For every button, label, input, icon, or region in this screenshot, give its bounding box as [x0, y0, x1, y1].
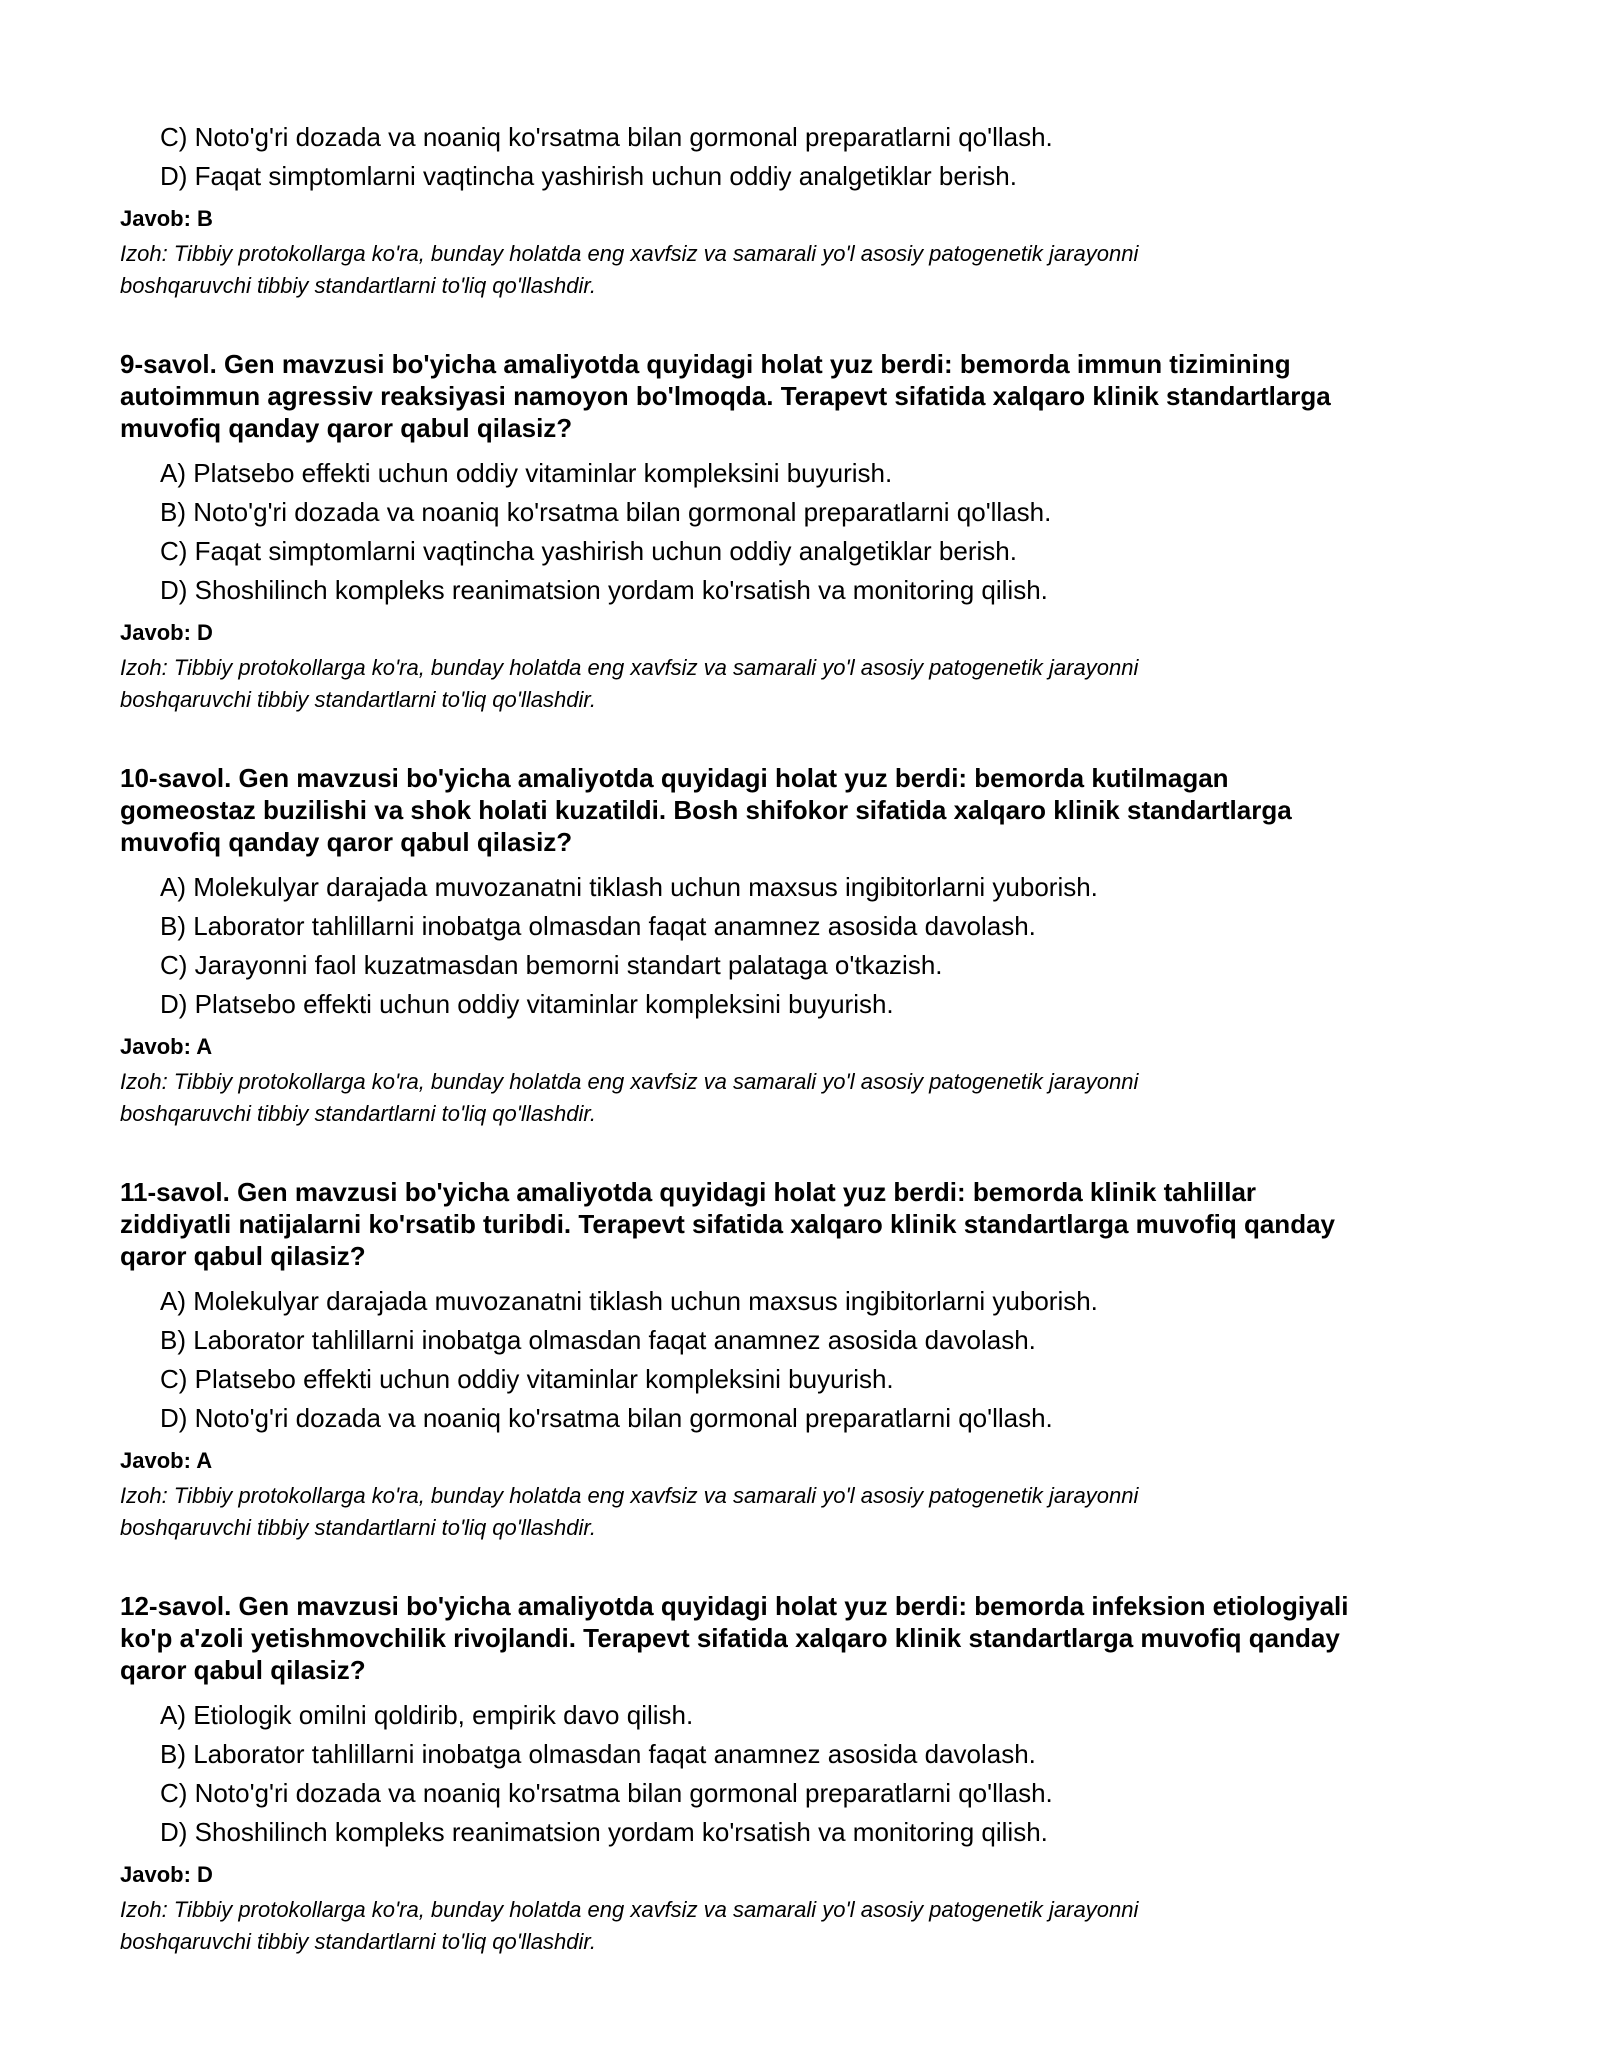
question-9: [120, 348, 1500, 716]
lead-question-fragment: [120, 118, 1500, 302]
explanation: [120, 652, 1500, 716]
option-b: B) Noto'g'ri dozada va noaniq ko'rsatma bilan gormonal preparatlarni qo'llash.: [160, 497, 1052, 527]
explanation-line: Izoh: Tibbiy protokollarga ko'ra, bunday holatda eng xavfsiz va samarali yo'l asosiy patogenetik jarayonni: [120, 655, 1139, 680]
answer-label: Javob: D: [120, 1862, 213, 1887]
explanation-line: Izoh: Tibbiy protokollarga ko'ra, bunday holatda eng xavfsiz va samarali yo'l asosiy patogenetik jarayonni: [120, 1069, 1139, 1094]
explanation: [120, 1066, 1500, 1130]
option-a: A) Etiologik omilni qoldirib, empirik davo qilish.: [160, 1700, 694, 1730]
option-d: D) Platsebo effekti uchun oddiy vitaminlar kompleksini buyurish.: [160, 989, 894, 1019]
explanation-line: boshqaruvchi tibbiy standartlarni to'liq qo'llashdir.: [120, 273, 596, 298]
answer-label: Javob: D: [120, 620, 213, 645]
question-title: [120, 1176, 1500, 1272]
question-title-line: 10-savol. Gen mavzusi bo'yicha amaliyotda quyidagi holat yuz berdi: bemorda kutilmagan: [120, 763, 1229, 793]
question-title-line: muvofiq qanday qaror qabul qilasiz?: [120, 413, 573, 443]
document-page: [120, 118, 1500, 1958]
explanation-line: Izoh: Tibbiy protokollarga ko'ra, bunday holatda eng xavfsiz va samarali yo'l asosiy patogenetik jarayonni: [120, 241, 1139, 266]
explanation-line: Izoh: Tibbiy protokollarga ko'ra, bunday holatda eng xavfsiz va samarali yo'l asosiy patogenetik jarayonni: [120, 1483, 1139, 1508]
question-title-line: muvofiq qanday qaror qabul qilasiz?: [120, 827, 573, 857]
option-b: B) Laborator tahlillarni inobatga olmasdan faqat anamnez asosida davolash.: [160, 1739, 1036, 1769]
option-c: C) Platsebo effekti uchun oddiy vitaminlar kompleksini buyurish.: [160, 1364, 894, 1394]
option-a: A) Molekulyar darajada muvozanatni tiklash uchun maxsus ingibitorlarni yuborish.: [160, 872, 1098, 902]
option-d: D) Shoshilinch kompleks reanimatsion yordam ko'rsatish va monitoring qilish.: [160, 575, 1048, 605]
explanation: [120, 1894, 1500, 1958]
answer-label: Javob: A: [120, 1448, 213, 1473]
option-a: A) Molekulyar darajada muvozanatni tiklash uchun maxsus ingibitorlarni yuborish.: [160, 1286, 1098, 1316]
option-list: [120, 868, 1500, 1024]
option-b: B) Laborator tahlillarni inobatga olmasdan faqat anamnez asosida davolash.: [160, 911, 1036, 941]
option-c: C) Jarayonni faol kuzatmasdan bemorni standart palataga o'tkazish.: [160, 950, 943, 980]
option-list: [120, 118, 1500, 196]
question-title-line: 12-savol. Gen mavzusi bo'yicha amaliyotda quyidagi holat yuz berdi: bemorda infeksion etiologiyali: [120, 1591, 1349, 1621]
option-c: C) Faqat simptomlarni vaqtincha yashirish uchun oddiy analgetiklar berish.: [160, 536, 1017, 566]
option-a: A) Platsebo effekti uchun oddiy vitaminlar kompleksini buyurish.: [160, 458, 893, 488]
explanation: [120, 1480, 1500, 1544]
option-d: D) Faqat simptomlarni vaqtincha yashirish uchun oddiy analgetiklar berish.: [160, 161, 1017, 191]
question-title: [120, 762, 1500, 858]
option-d: D) Noto'g'ri dozada va noaniq ko'rsatma bilan gormonal preparatlarni qo'llash.: [160, 1403, 1053, 1433]
question-title-line: ko'p a'zoli yetishmovchilik rivojlandi. Terapevt sifatida xalqaro klinik standartlarga muvofiq qanday: [120, 1623, 1340, 1653]
explanation-line: boshqaruvchi tibbiy standartlarni to'liq qo'llashdir.: [120, 1101, 596, 1126]
option-c: C) Noto'g'ri dozada va noaniq ko'rsatma bilan gormonal preparatlarni qo'llash.: [160, 122, 1053, 152]
question-title-line: ziddiyatli natijalarni ko'rsatib turibdi. Terapevt sifatida xalqaro klinik standartlarga muvofiq qanday: [120, 1209, 1335, 1239]
option-list: [120, 454, 1500, 610]
answer-label: Javob: A: [120, 1034, 213, 1059]
question-title-line: 11-savol. Gen mavzusi bo'yicha amaliyotda quyidagi holat yuz berdi: bemorda klinik tahlillar: [120, 1177, 1257, 1207]
question-title: [120, 1590, 1500, 1686]
option-c: C) Noto'g'ri dozada va noaniq ko'rsatma bilan gormonal preparatlarni qo'llash.: [160, 1778, 1053, 1808]
explanation-line: boshqaruvchi tibbiy standartlarni to'liq qo'llashdir.: [120, 1929, 596, 1954]
option-b: B) Laborator tahlillarni inobatga olmasdan faqat anamnez asosida davolash.: [160, 1325, 1036, 1355]
question-12: [120, 1590, 1500, 1958]
explanation: [120, 238, 1500, 302]
question-title-line: autoimmun agressiv reaksiyasi namoyon bo'lmoqda. Terapevt sifatida xalqaro klinik standartlarga: [120, 381, 1331, 411]
question-11: [120, 1176, 1500, 1544]
explanation-line: boshqaruvchi tibbiy standartlarni to'liq qo'llashdir.: [120, 1515, 596, 1540]
option-list: [120, 1282, 1500, 1438]
question-title-line: gomeostaz buzilishi va shok holati kuzatildi. Bosh shifokor sifatida xalqaro klinik standartlarga: [120, 795, 1292, 825]
question-10: [120, 762, 1500, 1130]
answer-label: Javob: B: [120, 206, 213, 231]
question-title-line: 9-savol. Gen mavzusi bo'yicha amaliyotda quyidagi holat yuz berdi: bemorda immun tizimining: [120, 349, 1291, 379]
option-list: [120, 1696, 1500, 1852]
explanation-line: boshqaruvchi tibbiy standartlarni to'liq qo'llashdir.: [120, 687, 596, 712]
explanation-line: Izoh: Tibbiy protokollarga ko'ra, bunday holatda eng xavfsiz va samarali yo'l asosiy patogenetik jarayonni: [120, 1897, 1139, 1922]
question-title-line: qaror qabul qilasiz?: [120, 1241, 366, 1271]
option-d: D) Shoshilinch kompleks reanimatsion yordam ko'rsatish va monitoring qilish.: [160, 1817, 1048, 1847]
question-title-line: qaror qabul qilasiz?: [120, 1655, 366, 1685]
question-title: [120, 348, 1500, 444]
